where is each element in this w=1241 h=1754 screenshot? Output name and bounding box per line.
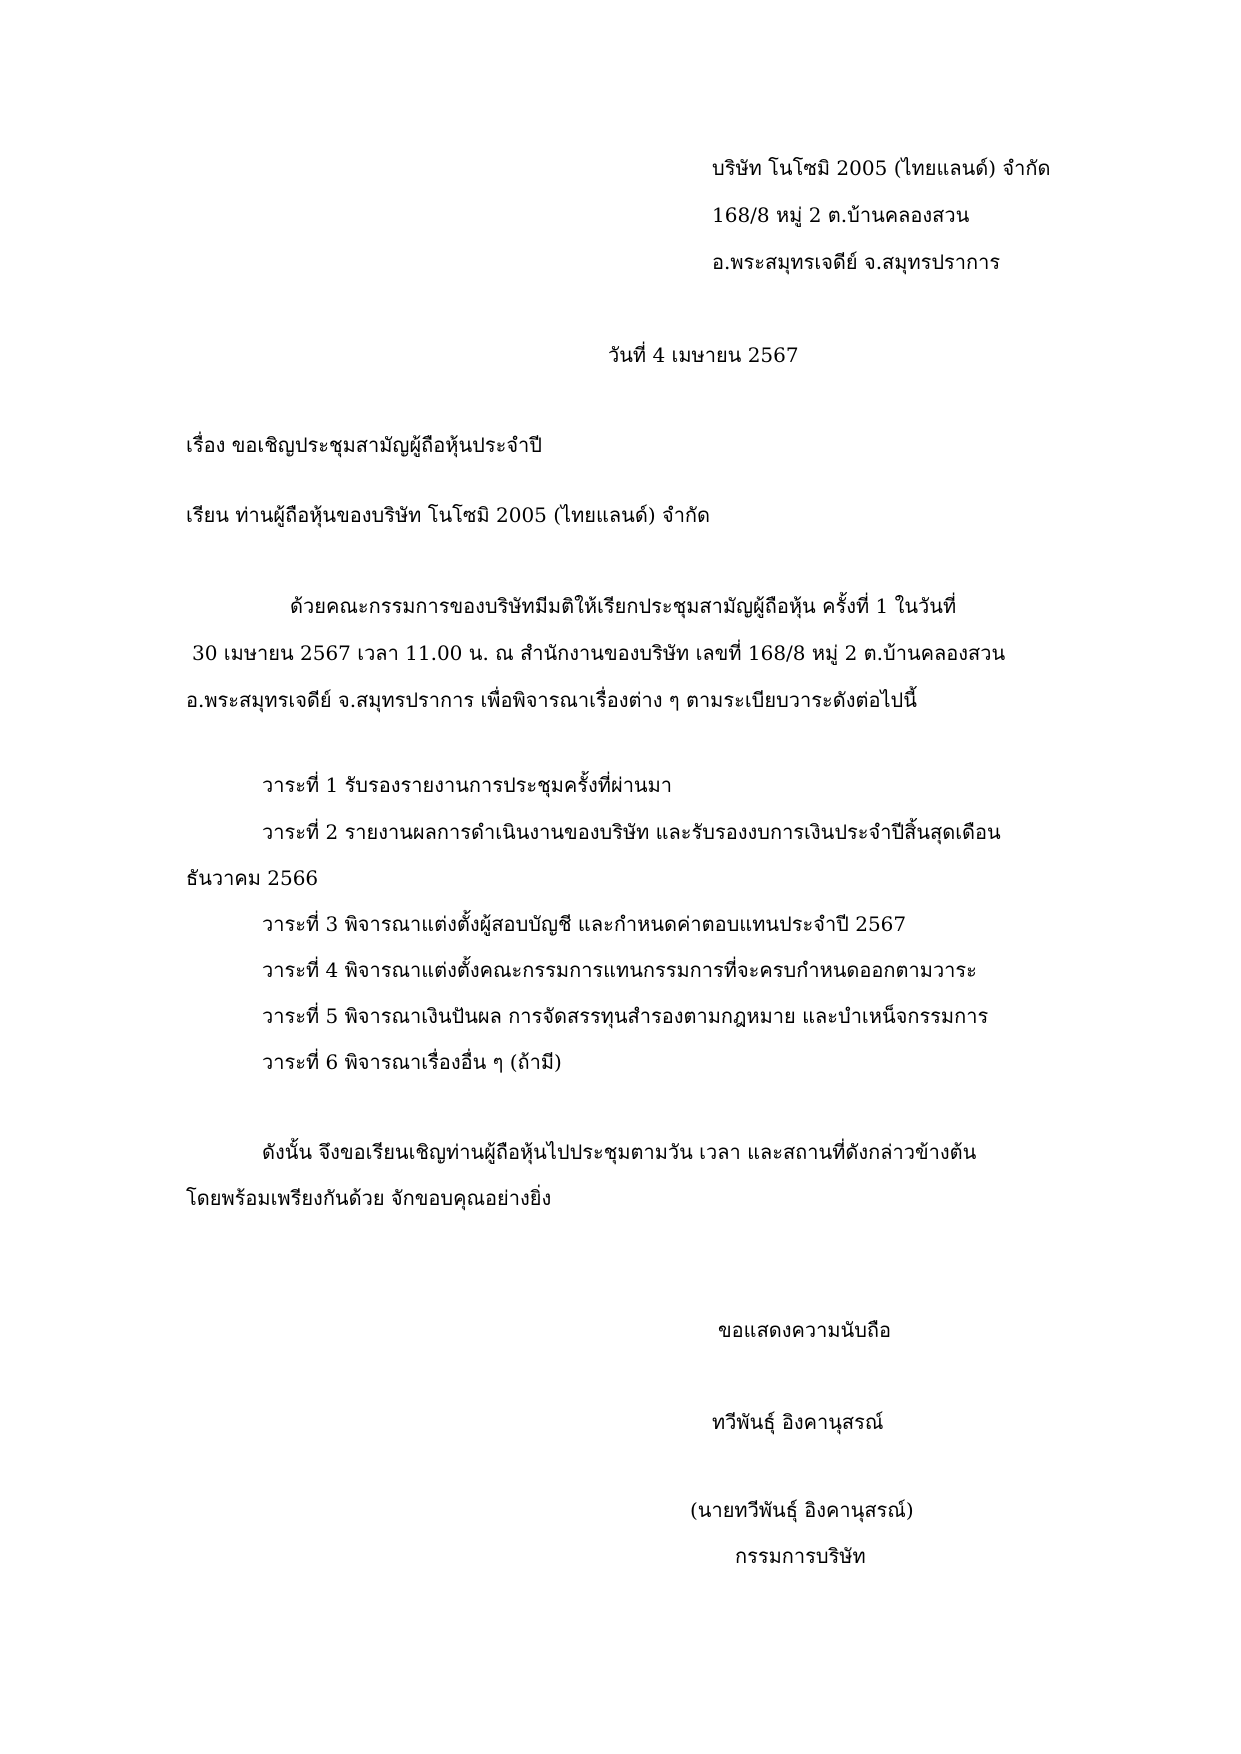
agenda-item: วาระที่ 5 พิจารณาเงินปันผล การจัดสรรทุนสำรองตามกฎหมาย และบำเหน็จกรรมการ xyxy=(262,1004,989,1028)
agenda-item: วาระที่ 3 พิจารณาแต่งตั้งผู้สอบบัญชี และกำหนดค่าตอบแทนประจำปี 2567 xyxy=(262,912,907,936)
letter-subject: เรื่อง ขอเชิญประชุมสามัญผู้ถือหุ้นประจำปี xyxy=(186,433,542,457)
signature-printed-name: (นายทวีพันธุ์ อิงคานุสรณ์) xyxy=(690,1498,914,1522)
body-intro-line: อ.พระสมุทรเจดีย์ จ.สมุทรปราการ เพื่อพิจารณาเรื่องต่าง ๆ ตามระเบียบวาระดังต่อไปนี้ xyxy=(186,688,917,712)
letter-date: วันที่ 4 เมษายน 2567 xyxy=(608,343,799,367)
sender-address-line2: อ.พระสมุทรเจดีย์ จ.สมุทรปราการ xyxy=(712,250,1001,274)
sender-company: บริษัท โนโซมิ 2005 (ไทยแลนด์) จำกัด xyxy=(712,156,1051,180)
signature-salutation: ขอแสดงความนับถือ xyxy=(718,1318,892,1342)
closing-line: โดยพร้อมเพรียงกันด้วย จักขอบคุณอย่างยิ่ง xyxy=(186,1186,552,1210)
agenda-item: วาระที่ 6 พิจารณาเรื่องอื่น ๆ (ถ้ามี) xyxy=(262,1050,562,1074)
signature-signed-name: ทวีพันธุ์ อิงคานุสรณ์ xyxy=(712,1410,884,1434)
body-intro-line: ด้วยคณะกรรมการของบริษัทมีมติให้เรียกประชุมสามัญผู้ถือหุ้น ครั้งที่ 1 ในวันที่ xyxy=(290,594,957,618)
body-intro-line: 30 เมษายน 2567 เวลา 11.00 น. ณ สำนักงานของบริษัท เลขที่ 168/8 หมู่ 2 ต.บ้านคลองสวน xyxy=(192,641,1006,665)
letter-recipient: เรียน ท่านผู้ถือหุ้นของบริษัท โนโซมิ 2005 (ไทยแลนด์) จำกัด xyxy=(186,503,711,527)
agenda-item: วาระที่ 1 รับรองรายงานการประชุมครั้งที่ผ่านมา xyxy=(262,773,673,797)
closing-line: ดังนั้น จึงขอเรียนเชิญท่านผู้ถือหุ้นไปประชุมตามวัน เวลา และสถานที่ดังกล่าวข้างต้น xyxy=(262,1140,977,1164)
signature-position: กรรมการบริษัท xyxy=(735,1544,866,1568)
agenda-item: วาระที่ 4 พิจารณาแต่งตั้งคณะกรรมการแทนกรรมการที่จะครบกำหนดออกตามวาระ xyxy=(262,958,977,982)
agenda-item: วาระที่ 2 รายงานผลการดำเนินงานของบริษัท และรับรองงบการเงินประจำปีสิ้นสุดเดือน xyxy=(262,820,1001,844)
agenda-item-continuation: ธันวาคม 2566 xyxy=(186,866,319,890)
sender-address-line1: 168/8 หมู่ 2 ต.บ้านคลองสวน xyxy=(712,203,970,227)
